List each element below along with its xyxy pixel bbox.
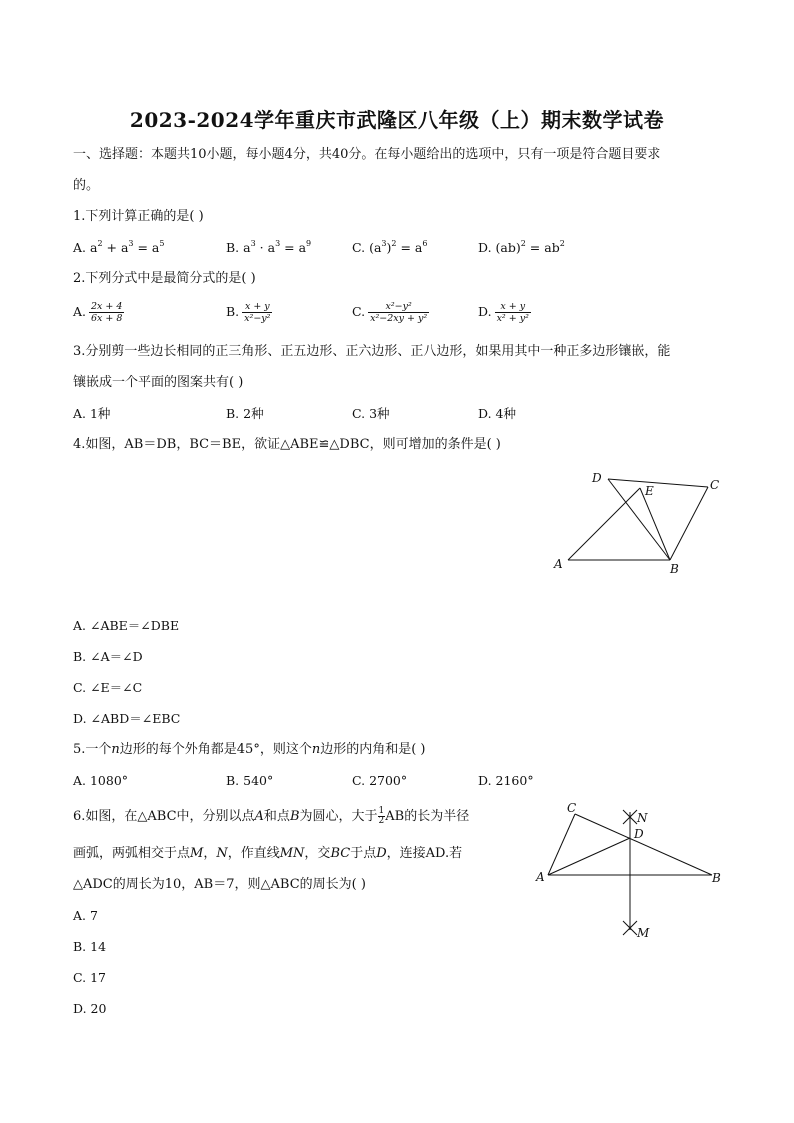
segment-db [608, 479, 670, 560]
segment-dc [608, 479, 708, 487]
fraction: $\frac{x + y}{\text{x² + y²}}$ [496, 301, 529, 324]
q1-option-d: D. $(ab)^2 = ab^2$ [478, 239, 565, 255]
q5-option-b: B. 540° [226, 773, 274, 788]
q5-stem: 5.一个n边形的每个外角都是45°，则这个n边形的内角和是( ) [73, 742, 426, 757]
segment-ad [548, 838, 630, 875]
point-label-c: C [567, 801, 577, 815]
segment-ac [548, 814, 575, 875]
q3-stem-line1: 3.分别剪一些边长相同的正三角形、正五边形、正六边形、正八边形，如果用其中一种正多边形镶嵌，能 [73, 344, 671, 359]
q6-option-b: B. 14 [73, 939, 107, 954]
point-label-d: D [634, 827, 644, 841]
q2-stem: 2.下列分式中是最简分式的是( ) [73, 271, 256, 286]
section-heading-line2: 的。 [73, 178, 100, 193]
q6-stem-line3: △ADC的周长为10，AB＝7，则△ABC的周长为( ) [73, 877, 366, 892]
q4-option-d: D. ∠ABD＝∠EBC [73, 711, 181, 726]
point-label-d: D [592, 471, 602, 485]
q1-option-b: B. $a^3 \cdot a^3 = a^9$ [226, 239, 312, 255]
q2-option-a: A. $\frac{2x + 4}{6x + 8}$ [73, 301, 123, 324]
point-label-b: B [670, 562, 679, 576]
q2-option-b: B. $\frac{x + y}{\text{x²−y²}}$ [226, 301, 271, 324]
point-label-e: E [645, 484, 654, 498]
q3-option-d: D. 4种 [478, 406, 516, 421]
fraction-one-half: $\frac{1}{2}$ [378, 806, 385, 826]
q4-option-a: A. ∠ABE＝∠DBE [73, 618, 180, 633]
q2-option-c: C. $\frac{\text{x²−y²}}{\text{x²−2xy + y²}}$ [352, 301, 428, 324]
q6-option-d: D. 20 [73, 1001, 107, 1016]
q6-option-c: C. 17 [73, 970, 106, 985]
q4-figure [548, 466, 728, 578]
q6-option-a: A. 7 [73, 908, 98, 923]
q5-option-c: C. 2700° [352, 773, 408, 788]
point-label-b: B [712, 871, 721, 885]
q3-option-c: C. 3种 [352, 406, 390, 421]
q6-stem-line2: 画弧，两弧相交于点M，N，作直线MN，交BC于点D，连接AD.若 [73, 846, 463, 861]
segment-cb [670, 487, 708, 560]
section-heading-line1: 一、选择题：本题共10小题，每小题4分，共40分。在每小题给出的选项中，只有一项是符合题目要求 [73, 147, 661, 162]
q1-option-a: A. $a^2 + a^3 = a^5$ [73, 239, 165, 255]
fraction: $\frac{\text{x²−y²}}{\text{x²−2xy + y²}}$ [370, 301, 428, 324]
segment-eb [640, 488, 670, 560]
point-label-a: A [554, 557, 563, 571]
q3-stem-line2: 镶嵌成一个平面的图案共有( ) [73, 375, 244, 390]
q3-option-b: B. 2种 [226, 406, 264, 421]
q4-option-b: B. ∠A＝∠D [73, 649, 143, 664]
fraction: $\frac{x + y}{\text{x²−y²}}$ [244, 301, 271, 324]
segment-ae [568, 488, 640, 560]
q5-option-d: D. 2160° [478, 773, 534, 788]
q6-stem-line1: 6.如图，在△ABC中，分别以点A和点B为圆心，大于 $\frac{1}{2}$ AB的长为半径 [73, 806, 470, 826]
q3-option-a: A. 1种 [73, 406, 111, 421]
point-label-c: C [710, 478, 720, 492]
point-label-m: M [637, 926, 650, 940]
q4-option-c: C. ∠E＝∠C [73, 680, 143, 695]
q4-stem: 4.如图，AB＝DB，BC＝BE，欲证△ABE≌△DBC，则可增加的条件是( ) [73, 437, 501, 452]
q5-option-a: A. 1080° [73, 773, 129, 788]
exam-title: 2023-2024学年重庆市武隆区八年级（上）期末数学试卷 [129, 108, 665, 132]
fraction: $\frac{2x + 4}{6x + 8}$ [91, 301, 123, 324]
point-label-n: N [637, 811, 648, 825]
point-label-a: A [536, 870, 545, 884]
q6-figure [530, 796, 730, 944]
q1-stem: 1.下列计算正确的是( ) [73, 209, 204, 224]
q1-option-c: C. $(a^3)^2 = a^6$ [352, 239, 428, 255]
q2-option-d: D. $\frac{x + y}{\text{x² + y²}}$ [478, 301, 529, 324]
